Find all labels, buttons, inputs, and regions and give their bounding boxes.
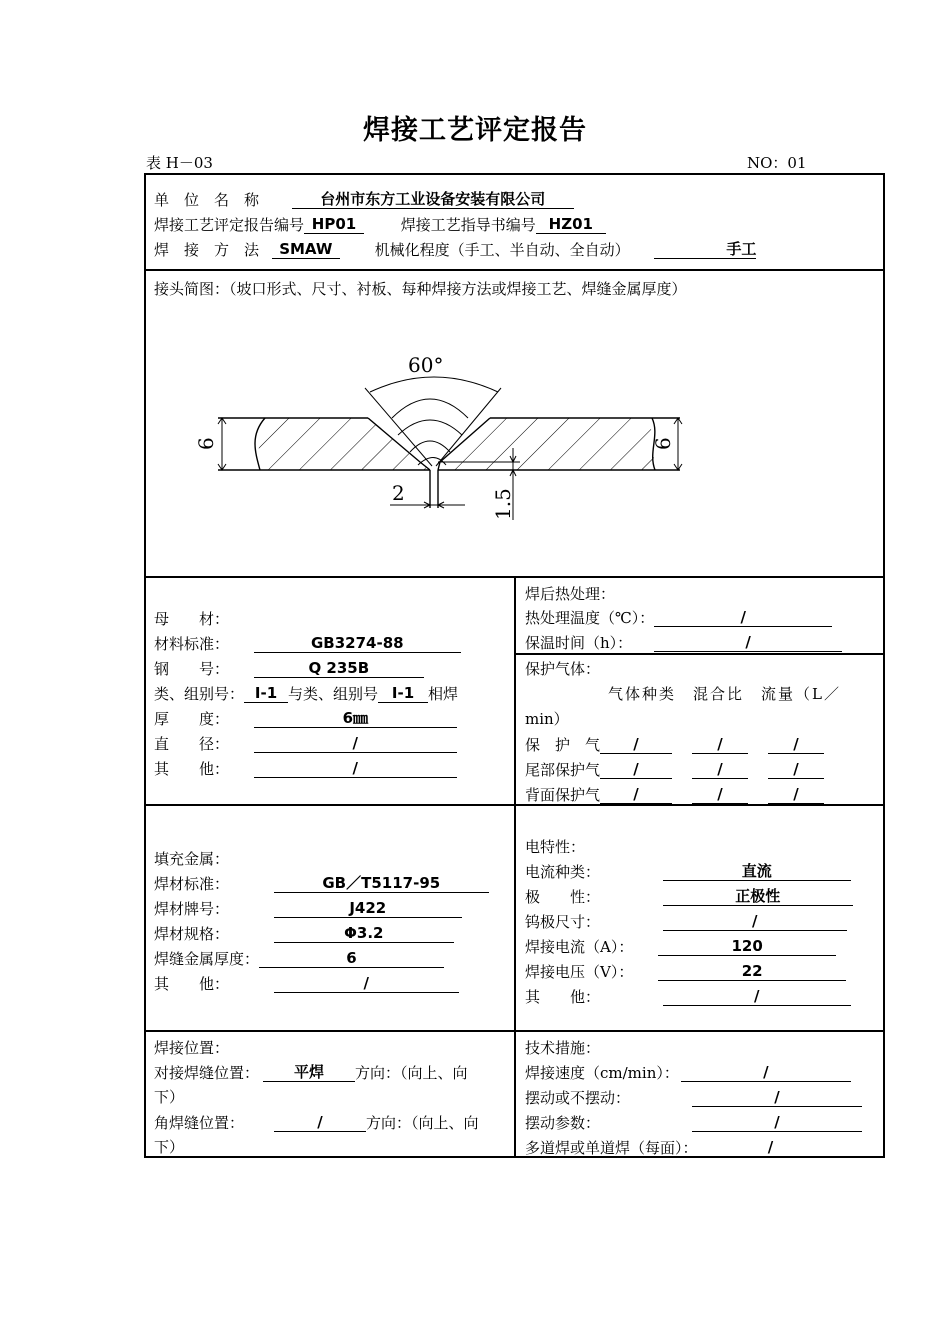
method-row — [154, 241, 756, 259]
group-number-label: 类、组别号： — [154, 685, 245, 703]
divider — [514, 653, 885, 655]
group-number-mid: 与类、组别号 — [288, 685, 379, 703]
material-standard-label: 材料标准： — [154, 635, 230, 653]
angle-label: 60° — [408, 353, 444, 377]
form-number: NO：01 — [747, 154, 807, 172]
tungsten-row — [525, 913, 847, 931]
right-thickness-label: 6 — [651, 437, 675, 450]
shield-gas-ratio: / — [692, 736, 748, 754]
report-title: 焊接工艺评定报告 — [363, 115, 587, 146]
filler-brand-value: J422 — [274, 900, 462, 918]
filler-heading: 填充金属： — [154, 850, 230, 868]
current-row — [525, 938, 836, 956]
base-other-row — [154, 760, 457, 778]
filler-size-value: Φ3.2 — [274, 925, 454, 943]
group-number-value-2: Ⅰ-1 — [378, 685, 428, 703]
material-standard-row — [154, 635, 461, 653]
back-gas-row — [525, 786, 824, 804]
filler-standard-row — [154, 875, 489, 893]
weave-param-row — [525, 1114, 862, 1132]
weave-value: / — [692, 1089, 862, 1107]
gas-columns: 气体种类 混合比 流量（L／ — [608, 685, 841, 703]
voltage-value: 22 — [658, 963, 846, 981]
fillet-position-value: / — [274, 1114, 366, 1132]
trail-gas-type: / — [600, 761, 672, 779]
travel-speed-row — [525, 1064, 851, 1082]
form-code: 表 H－03 — [146, 154, 213, 172]
report-number-value: HP01 — [304, 216, 364, 234]
steel-grade-row — [154, 660, 424, 678]
pwht-time-row — [525, 634, 842, 652]
butt-direction-cont: 下） — [154, 1088, 185, 1106]
current-type-value: 直流 — [663, 863, 851, 881]
diameter-value: / — [254, 735, 457, 753]
filler-other-row — [154, 975, 459, 993]
current-type-label: 电流种类： — [525, 863, 601, 881]
method-label: 焊 接 方 法 — [154, 241, 260, 259]
fillet-direction-label: 方向：（向上、向 — [366, 1114, 479, 1132]
current-label: 焊接电流（A）： — [525, 938, 634, 956]
tungsten-value: / — [663, 913, 847, 931]
tungsten-label: 钨极尺寸： — [525, 913, 601, 931]
report-number-label: 焊接工艺评定报告编号 — [154, 216, 305, 234]
fillet-position-label: 角焊缝位置： — [154, 1114, 245, 1132]
joint-diagram — [180, 340, 700, 530]
pwht-temp-row — [525, 609, 832, 627]
filler-size-label: 焊材规格： — [154, 925, 230, 943]
filler-standard-label: 焊材标准： — [154, 875, 230, 893]
filler-size-row — [154, 925, 454, 943]
passes-value: / — [698, 1139, 844, 1157]
material-standard-value: GB3274-88 — [254, 635, 461, 653]
weave-label: 摆动或不摆动： — [525, 1089, 631, 1107]
electrical-heading: 电特性： — [525, 838, 586, 856]
back-gas-type: / — [600, 786, 672, 804]
electrical-other-row — [525, 988, 851, 1006]
passes-label: 多道焊或单道焊（每面）： — [525, 1139, 698, 1157]
pwht-temp-value: / — [654, 609, 832, 627]
joint-label: 接头简图：（坡口形式、尺寸、衬板、每种焊接方法或焊接工艺、焊缝金属厚度） — [154, 280, 687, 298]
base-thickness-label: 厚 度： — [154, 710, 230, 728]
method-value: SMAW — [272, 241, 340, 259]
back-gas-flow: / — [768, 786, 824, 804]
position-heading: 焊接位置： — [154, 1039, 230, 1057]
shield-gas-type: / — [600, 736, 672, 754]
trail-gas-label: 尾部保护气 — [525, 761, 601, 779]
current-type-row — [525, 863, 851, 881]
butt-position-row — [154, 1064, 468, 1082]
steel-grade-value: Q 235B — [254, 660, 424, 678]
shield-gas-row — [525, 736, 824, 754]
filler-other-value: / — [274, 975, 459, 993]
filler-brand-label: 焊材牌号： — [154, 900, 230, 918]
diameter-row — [154, 735, 457, 753]
pwht-temp-label: 热处理温度（℃）： — [525, 609, 655, 627]
trail-gas-ratio: / — [692, 761, 748, 779]
gap-label: 2 — [392, 481, 405, 505]
divider — [514, 576, 516, 1157]
base-other-value: / — [254, 760, 457, 778]
trail-gas-row — [525, 761, 824, 779]
deposit-thickness-row — [154, 950, 444, 968]
root-face-label: 1.5 — [491, 488, 515, 520]
base-metal-heading: 母 材： — [154, 610, 230, 628]
butt-direction-label: 方向：（向上、向 — [355, 1064, 468, 1082]
fillet-position-row — [154, 1114, 479, 1132]
butt-position-label: 对接焊缝位置： — [154, 1064, 260, 1082]
deposit-thickness-value: 6 — [259, 950, 444, 968]
weave-param-label: 摆动参数： — [525, 1114, 601, 1132]
butt-position-value: 平焊 — [263, 1064, 355, 1082]
weave-row — [525, 1089, 862, 1107]
mechanization-label: 机械化程度（手工、半自动、全自动） — [374, 241, 630, 259]
mechanization-value: 手工 — [654, 241, 756, 259]
travel-speed-label: 焊接速度（cm/min）： — [525, 1064, 679, 1082]
filler-standard-value: GB／T5117-95 — [274, 875, 489, 893]
unit-row — [154, 191, 574, 209]
wps-number-label: 焊接工艺指导书编号 — [400, 216, 536, 234]
pwht-time-label: 保温时间（h）： — [525, 634, 633, 652]
diameter-label: 直 径： — [154, 735, 230, 753]
back-gas-ratio: / — [692, 786, 748, 804]
current-value: 120 — [658, 938, 836, 956]
group-number-value-1: Ⅰ-1 — [244, 685, 288, 703]
trail-gas-flow: / — [768, 761, 824, 779]
base-thickness-row — [154, 710, 457, 728]
electrical-other-value: / — [663, 988, 851, 1006]
gas-columns-cont: min） — [525, 710, 569, 728]
steel-grade-label: 钢 号： — [154, 660, 230, 678]
pwht-heading: 焊后热处理： — [525, 585, 616, 603]
base-thickness-value: 6㎜ — [254, 710, 457, 728]
shield-gas-label: 保 护 气 — [525, 736, 601, 754]
back-gas-label: 背面保护气 — [525, 786, 601, 804]
polarity-row — [525, 888, 853, 906]
gas-heading: 保护气体： — [525, 660, 601, 678]
voltage-label: 焊接电压（V）： — [525, 963, 634, 981]
passes-row — [525, 1139, 844, 1157]
polarity-label: 极 性： — [525, 888, 601, 906]
deposit-thickness-label: 焊缝金属厚度： — [154, 950, 260, 968]
group-number-suffix: 相焊 — [428, 685, 459, 703]
base-other-label: 其 他： — [154, 760, 230, 778]
wps-number-value: HZ01 — [536, 216, 606, 234]
polarity-value: 正极性 — [663, 888, 853, 906]
report-number-row — [154, 216, 606, 234]
filler-other-label: 其 他： — [154, 975, 230, 993]
weave-param-value: / — [692, 1114, 862, 1132]
travel-speed-value: / — [681, 1064, 851, 1082]
divider — [144, 269, 885, 271]
shield-gas-flow: / — [768, 736, 824, 754]
unit-value: 台州市东方工业设备安装有限公司 — [292, 191, 574, 209]
left-thickness-label: 6 — [194, 437, 218, 450]
technique-heading: 技术措施： — [525, 1039, 601, 1057]
unit-label: 单 位 名 称 — [154, 191, 260, 209]
fillet-direction-cont: 下） — [154, 1138, 185, 1156]
pwht-time-value: / — [654, 634, 842, 652]
electrical-other-label: 其 他： — [525, 988, 601, 1006]
voltage-row — [525, 963, 846, 981]
group-number-row — [154, 685, 458, 703]
filler-brand-row — [154, 900, 462, 918]
